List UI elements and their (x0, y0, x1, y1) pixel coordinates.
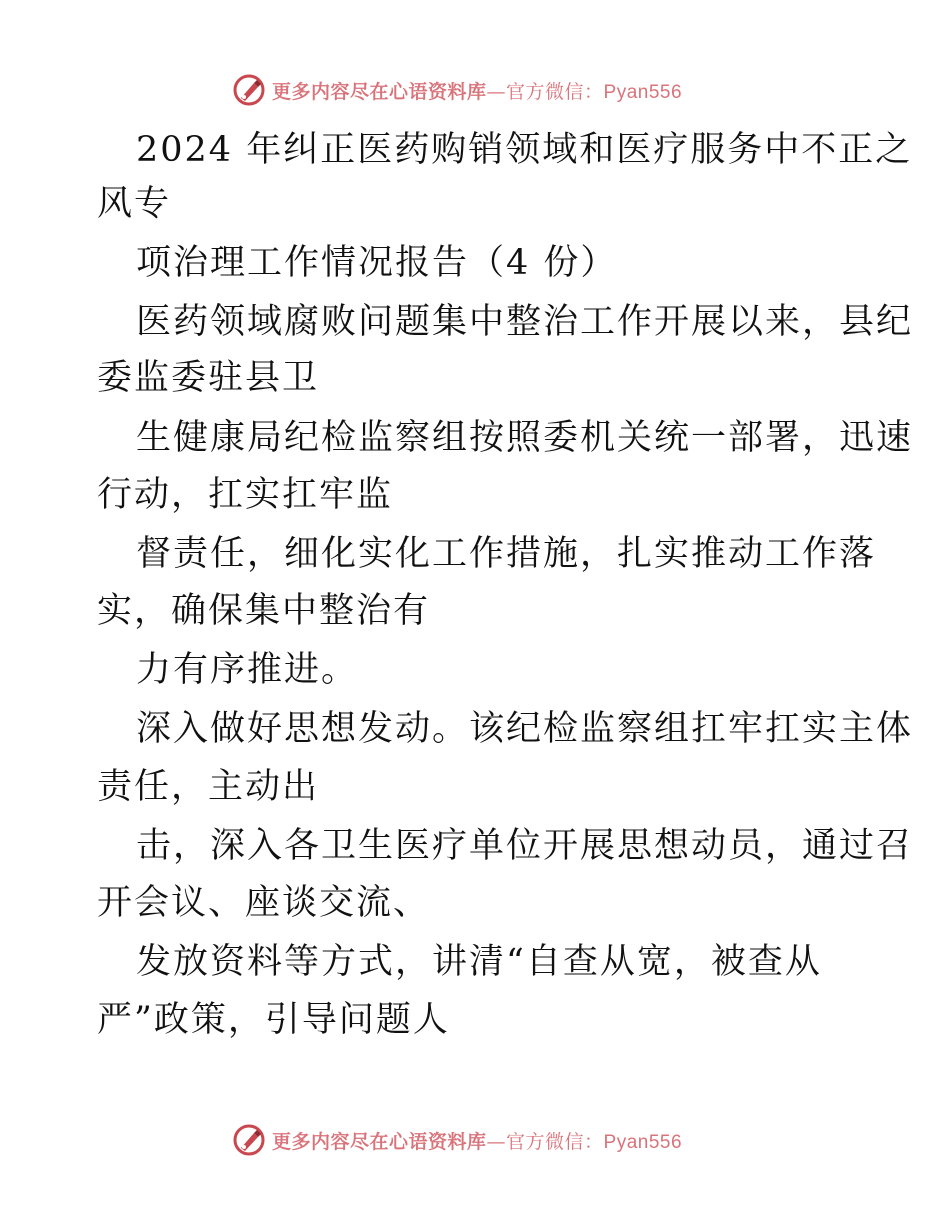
doc-text-line: 击，深入各卫生医疗单位开展思想动员，通过召 (136, 826, 914, 866)
doc-text-line: 督责任，细化实化工作措施，扎实推动工作落 (136, 534, 877, 574)
watermark-separator: — (486, 1130, 507, 1153)
doc-text-line: 严”政策，引导问题人 (97, 1000, 450, 1040)
doc-text-line: 发放资料等方式，讲清“自查从宽，被查从 (136, 942, 822, 982)
watermark-text (272, 1127, 682, 1154)
watermark-brand: 更多内容尽在心语资料库 (272, 80, 487, 103)
watermark-label: 官方微信： (506, 1130, 604, 1153)
watermark-separator: — (486, 80, 507, 103)
footer-watermark (232, 1122, 682, 1158)
doc-text-line: 力有序推进。 (136, 650, 359, 690)
doc-text-line: 委监委驻县卫 (97, 358, 320, 398)
doc-text-line: 行动，扛实扛牢监 (97, 475, 394, 515)
watermark-text (272, 77, 682, 104)
doc-title-line-2: 风专 (97, 184, 172, 224)
doc-text-line: 医药领域腐败问题集中整治工作开展以来，县纪 (136, 302, 914, 342)
watermark-wechat-id: Pyan556 (603, 1131, 683, 1153)
watermark-label: 官方微信： (506, 80, 604, 103)
pen-logo-icon (232, 73, 266, 107)
doc-text-line: 实，确保集中整治有 (97, 591, 431, 631)
watermark-wechat-id: Pyan556 (603, 81, 683, 103)
doc-text-line: 生健康局纪检监察组按照委机关统一部署，迅速 (136, 418, 914, 458)
doc-text-line: 深入做好思想发动。该纪检监察组扛牢扛实主体 (136, 709, 914, 749)
header-watermark (232, 72, 682, 108)
pen-logo-icon (232, 1123, 266, 1157)
doc-title-line-3: 项治理工作情况报告（4 份） (136, 243, 618, 283)
doc-title-line-1: 2024 年纠正医药购销领域和医疗服务中不正之 (136, 130, 913, 170)
watermark-brand: 更多内容尽在心语资料库 (272, 1130, 487, 1153)
doc-text-line: 开会议、座谈交流、 (97, 883, 431, 923)
doc-text-line: 责任，主动出 (97, 767, 320, 807)
